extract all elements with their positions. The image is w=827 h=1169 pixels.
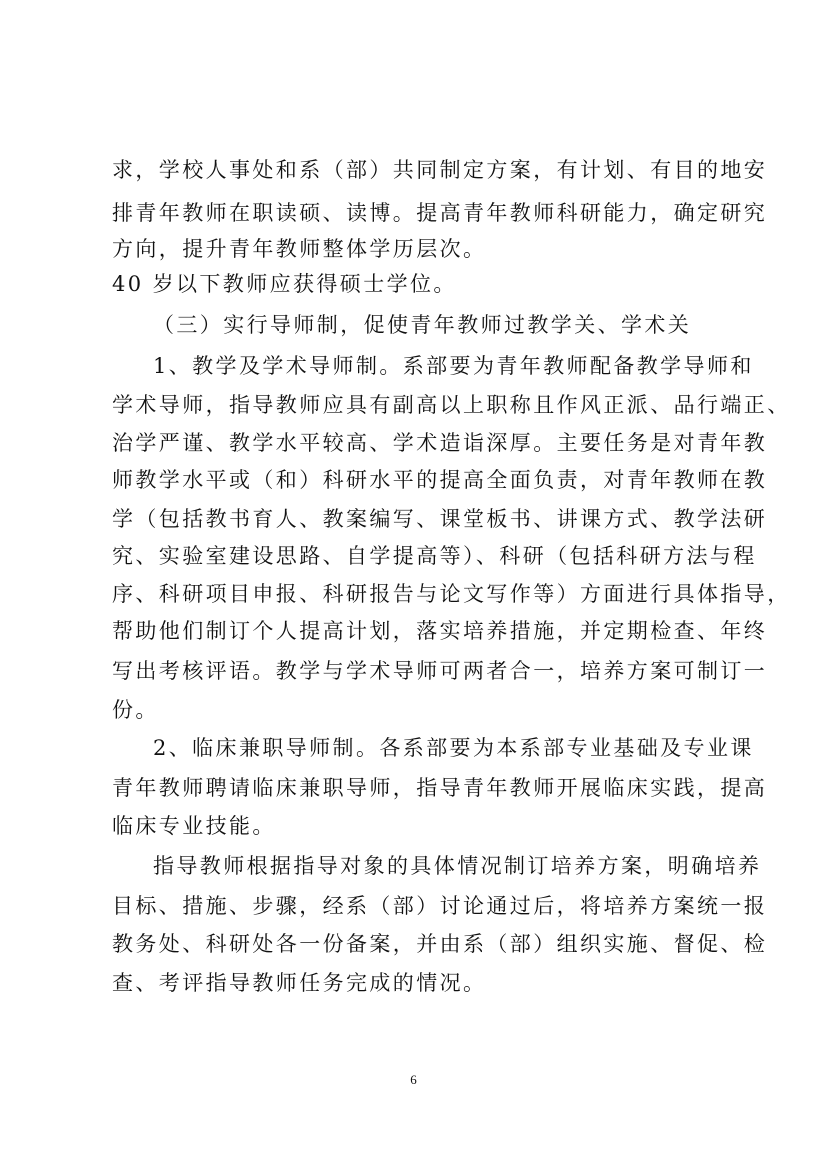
text-line: 师教学水平或（和）科研水平的提高全面负责，对青年教师在教 [112, 468, 768, 492]
text-line: 目标、措施、步骤，经系（部）讨论通过后，将培养方案统一报 [112, 894, 768, 918]
section-heading: （三）实行导师制，促使青年教师过教学关、学术关 [153, 313, 692, 337]
text-line: 写出考核评语。教学与学术导师可两者合一，培养方案可制订一 [112, 659, 768, 683]
text-line: 方向，提升青年教师整体学历层次。 [112, 237, 487, 261]
text-line: 份。 [112, 698, 159, 722]
text-line: 临床专业技能。 [112, 814, 276, 838]
text-line: 青年教师聘请临床兼职导师，指导青年教师开展临床实践，提高 [112, 776, 768, 800]
text-line: 究、实验室建设思路、自学提高等）、科研（包括科研方法与程 [112, 544, 757, 568]
text-line: 指导教师根据指导对象的具体情况制订培养方案，明确培养 [153, 854, 762, 878]
text-line: 学（包括教书育人、教案编写、课堂板书、讲课方式、教学法研 [112, 507, 768, 531]
text-line: 学术导师，指导教师应具有副高以上职称且作风正派、品行端正、 [112, 393, 791, 417]
text-line: 查、考评指导教师任务完成的情况。 [112, 971, 487, 995]
text-line: 教务处、科研处各一份备案，并由系（部）组织实施、督促、检 [112, 932, 768, 956]
text-line: 40 岁以下教师应获得硕士学位。 [112, 272, 457, 296]
text-line: 排青年教师在职读硕、读博。提高青年教师科研能力，确定研究 [112, 201, 768, 225]
text-line: 1、教学及学术导师制。系部要为青年教师配备教学导师和 [153, 354, 754, 378]
text-line: 2、临床兼职导师制。各系部要为本系部专业基础及专业课 [153, 736, 754, 760]
text-line: 序、科研项目申报、科研报告与论文写作等）方面进行具体指导， [112, 582, 791, 606]
text-line: 帮助他们制订个人提高计划，落实培养措施，并定期检查、年终 [112, 619, 768, 643]
text-line: 求，学校人事处和系（部）共同制定方案，有计划、有目的地安 [112, 158, 768, 182]
page-number: 6 [410, 1072, 417, 1087]
text-line: 治学严谨、教学水平较高、学术造诣深厚。主要任务是对青年教 [112, 431, 768, 455]
